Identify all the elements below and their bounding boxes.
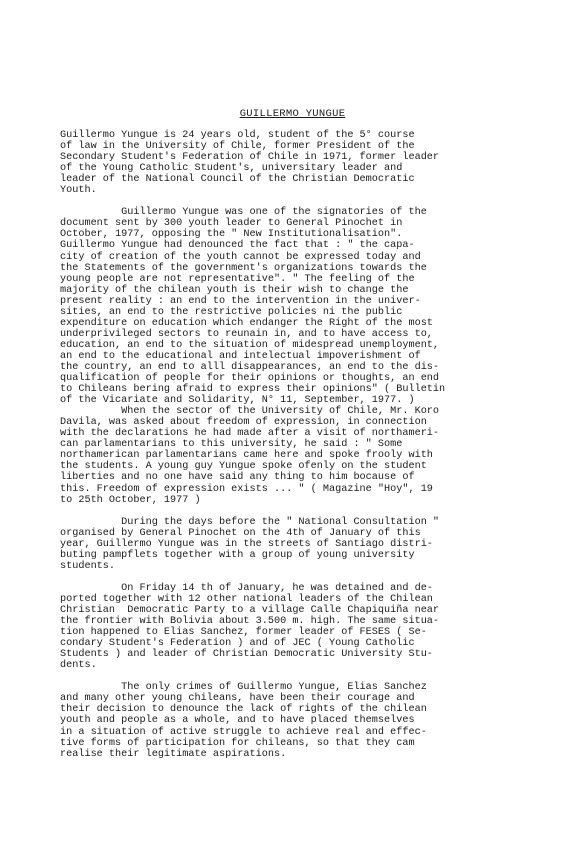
document-body <box>60 130 505 760</box>
text-line: Secondary Student's Federation of Chile in 1971, former leader <box>60 152 440 164</box>
text-line: document sent by 300 youth leader to General Pinochet in <box>60 218 403 230</box>
text-line: this. Freedom of expression exists ... " ( Magazine "Hoy", 19 <box>60 483 433 495</box>
paragraph <box>60 583 505 671</box>
text-line: of law in the University of Chile, former President of the <box>60 141 415 153</box>
text-line: the frontier with Bolivia about 3.500 m. high. The same situa- <box>60 616 440 628</box>
text-line: year, Guillermo Yungue was in the streets of Santiago distri- <box>60 538 433 550</box>
text-line: an end to the educational and intelectual impoverishment of <box>60 350 421 362</box>
text-line: of the Vicariate and Solidarity, N° 11, September, 1977. ) <box>60 395 415 407</box>
text-line: sities, an end to the restrictive policies ni the public <box>60 306 403 318</box>
paragraph-gap <box>60 506 505 517</box>
text-line: organised by General Pinochet on the 4th of January of this <box>60 527 421 539</box>
text-line: and many other young chileans, have been their courage and <box>60 693 415 705</box>
text-line: the country, an end to alll disappearances, an end to the dis- <box>60 361 440 373</box>
text-line: the students. A young guy Yungue spoke ofenly on the student <box>60 461 427 473</box>
text-line: When the sector of the University of Chile, Mr. Koro <box>60 406 440 418</box>
text-line: Christian Democratic Party to a village Calle Chapiquiña near <box>60 605 440 617</box>
document-title: GUILLERMO YUNGUE <box>239 108 346 120</box>
text-line: tion happened to Elias Sanchez, former leader of FESES ( Se- <box>60 627 427 639</box>
text-line: Guillermo Yungue is 24 years old, student of the 5° course <box>60 130 415 141</box>
text-line: youth and people as a whole, and to have placed themselves <box>60 715 415 727</box>
text-line: underprivileged sectors to reunain in, and to have access to, <box>60 328 433 340</box>
text-line: Davila, was asked about freedom of expression, in connection <box>60 417 427 429</box>
text-line: students. <box>60 560 116 572</box>
paragraph-gap <box>60 196 505 207</box>
text-line: Students ) and leader of Christian Democratic University Stu- <box>60 649 433 661</box>
text-line: leader of the National Council of the Christian Democratic <box>60 174 415 186</box>
paragraph-gap <box>60 572 505 583</box>
text-line: to Chileans bering afraid to express their opinions" ( Bulletin <box>60 384 446 396</box>
paragraph <box>60 130 505 196</box>
text-line: northamerican parlamentarians came here and spoke frooly with <box>60 450 433 462</box>
text-line: liberties and no one have said any thing to him bocause of <box>60 472 415 484</box>
text-line: Guillermo Yungue was one of the signatories of the <box>60 207 427 219</box>
text-line: to 25th October, 1977 ) <box>60 494 201 506</box>
text-line: During the days before the " National Consultation " <box>60 516 440 528</box>
paragraph-gap <box>60 671 505 682</box>
text-line: realise their legitimate aspirations. <box>60 748 287 760</box>
text-line: the Statements of the government's organizations towards the <box>60 262 427 274</box>
text-line: can parlamentarians to this university, he said : " Some <box>60 439 403 451</box>
text-line: On Friday 14 th of January, he was detained and de- <box>60 582 433 594</box>
text-line: with the declarations he had made after a visit of northameri- <box>60 428 440 440</box>
text-line: qualification of people for their opinions or thoughts, an end <box>60 373 440 385</box>
paragraph <box>60 682 505 759</box>
text-line: condary Student's Federation ) and of JEC ( Young Catholic <box>60 638 415 650</box>
paragraph <box>60 207 505 505</box>
text-line: expenditure on education which endanger the Right of the most <box>60 317 433 329</box>
text-line: tive forms of participation for chileans, so that they cam <box>60 737 415 749</box>
text-line: buting pampflets together with a group of young university <box>60 549 415 561</box>
text-line: ported together with 12 other national leaders of the Chilean <box>60 593 433 605</box>
text-line: city of creation of the youth cannot be expressed today and <box>60 251 421 263</box>
text-line: in a situation of active struggle to achieve real and effec- <box>60 726 427 738</box>
text-line: education, an end to the situation of midespread unemployment, <box>60 339 440 351</box>
text-line: majority of the chilean youth is their wish to change the <box>60 284 409 296</box>
text-line: Youth. <box>60 185 97 197</box>
text-line: The only crimes of Guillermo Yungue, Elias Sanchez <box>60 682 427 694</box>
text-line: of the Young Catholic Student's, universitary leader and <box>60 163 403 175</box>
text-line: Guillermo Yungue had denounced the fact that : " the capa- <box>60 240 415 252</box>
paragraph <box>60 517 505 572</box>
text-line: dents. <box>60 660 97 672</box>
text-line: October, 1977, opposing the " New Institutionalisation". <box>60 229 403 241</box>
text-line: their decision to denounce the lack of rights of the chilean <box>60 704 427 716</box>
text-line: present reality : an end to the intervention in the univer- <box>60 295 421 307</box>
text-line: young people are not representative". " The feeling of the <box>60 273 415 285</box>
